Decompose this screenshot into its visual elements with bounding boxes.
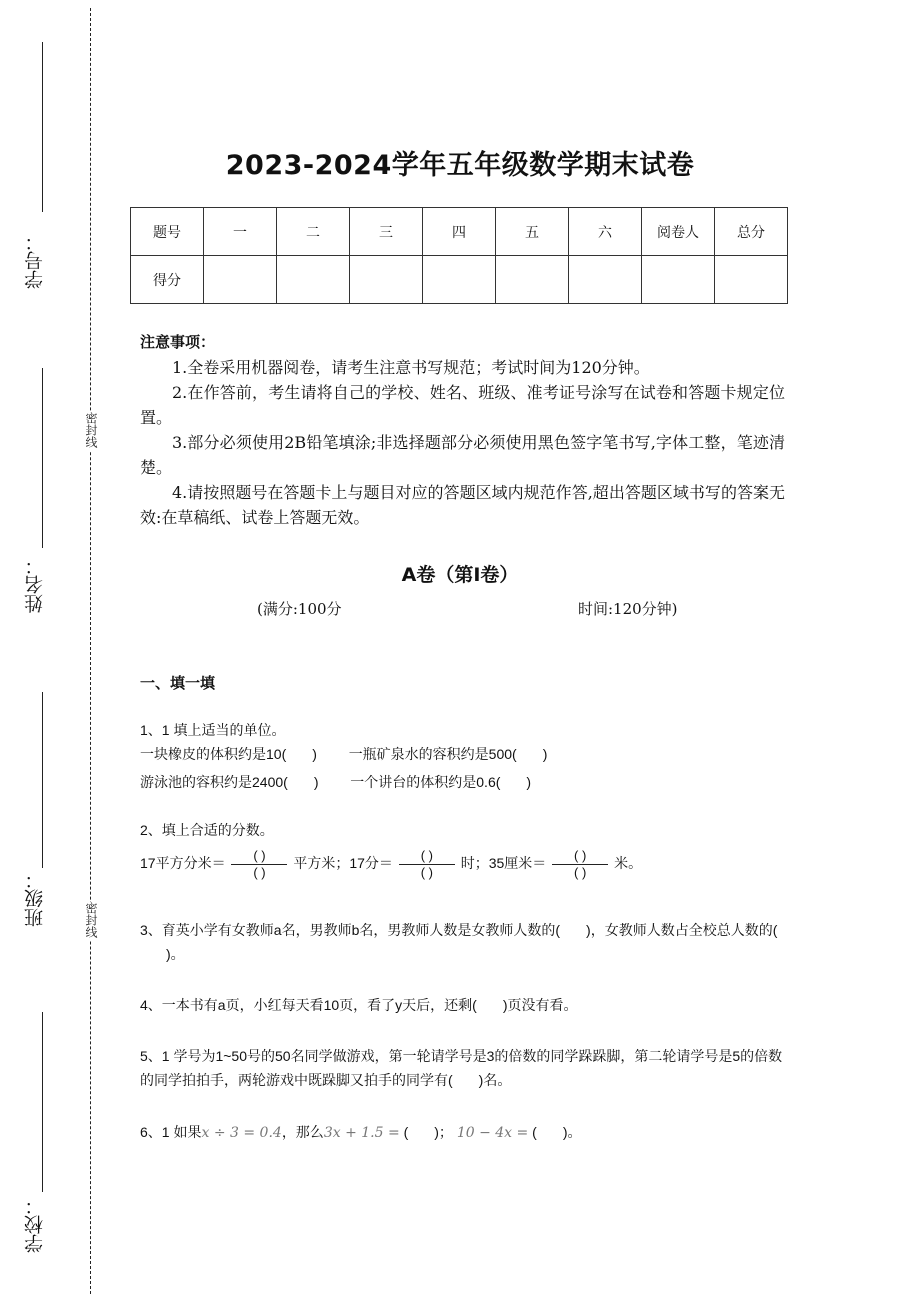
table-cell: 总分	[715, 208, 788, 256]
table-cell: 题号	[131, 208, 204, 256]
note-item: 2.在作答前，考生请将自己的学校、姓名、班级、准考证号涂写在试卷和答题卡规定位置。	[140, 383, 785, 427]
table-cell: 六	[569, 208, 642, 256]
note-item: 1.全卷采用机器阅卷，请考生注意书写规范；考试时间为120分钟。	[172, 358, 650, 377]
section-a-title: A卷（第Ⅰ卷）	[401, 564, 519, 586]
exam-title: 2023-2024学年五年级数学期末试卷	[225, 150, 695, 181]
class-label: 班级：	[25, 870, 46, 927]
note-item: 4.请按照题号在答题卡上与题目对应的答题区域内规范作答,超出答题区域书写的答案无效:在草稿纸、试卷上答题无效。	[140, 483, 785, 527]
table-cell: 阅卷人	[642, 208, 715, 256]
expression: 3x + 1.5 =	[323, 1125, 400, 1141]
fraction-blank[interactable]: $\frac{( )}{( )}$	[399, 848, 455, 881]
part-one-title: 一、填一填	[140, 674, 216, 692]
school-label: 学校：	[25, 1196, 46, 1253]
question-2	[140, 818, 790, 881]
fraction-blank[interactable]: $\frac{( )}{( )}$	[231, 848, 287, 881]
score-cell[interactable]	[204, 256, 277, 304]
time-text: 时间:120分钟)	[578, 600, 678, 618]
class-blank-line	[42, 692, 43, 868]
school-blank-line	[42, 1012, 43, 1192]
student-id-label: 学号：	[25, 232, 46, 289]
question-5: 5、1 学号为1~50号的50名同学做游戏，第一轮请学号是3的倍数的同学跺跺脚，第二轮请学号是5的倍数的同学拍拍手，两轮游戏中既跺脚又拍手的同学有( )名。	[140, 1048, 783, 1088]
score-cell[interactable]	[569, 256, 642, 304]
binding-dashed-line	[90, 8, 91, 1294]
score-cell[interactable]	[277, 256, 350, 304]
score-table-header-row	[131, 208, 788, 256]
name-label: 姓名：	[25, 556, 46, 613]
seal-line-text-upper: 密封线	[84, 412, 98, 451]
score-table-score-row	[131, 256, 788, 304]
student-id-blank-line	[42, 42, 43, 212]
score-cell[interactable]	[642, 256, 715, 304]
question-1	[140, 718, 790, 794]
table-cell: 一	[204, 208, 277, 256]
table-cell: 五	[496, 208, 569, 256]
equation: x ÷ 3 = 0.4	[201, 1125, 282, 1141]
name-blank-line	[42, 368, 43, 548]
question-1-line-1: 一块橡皮的体积约是10( ) 一瓶矿泉水的容积约是500( )	[140, 746, 548, 762]
table-cell: 二	[277, 208, 350, 256]
question-2-line: 17平方分米＝ $\frac{( )}{( )}$ 平方米；17分＝ $\frac{( )}{( )}$ 时；35厘米＝ $\frac{( )}{( )}$ 米。	[140, 848, 643, 880]
question-1-line-2: 游泳池的容积约是2400( ) 一个讲台的体积约是0.6( )	[140, 774, 532, 790]
score-cell[interactable]	[715, 256, 788, 304]
question-4: 4、一本书有a页，小红每天看10页，看了y天后，还剩( )页没有看。	[140, 997, 578, 1013]
question-6: 6、1 如果x ÷ 3 = 0.4，那么3x + 1.5 = ( )； 10 − 4x = ( )。	[140, 1124, 582, 1141]
full-score-text: (满分:100分	[257, 600, 342, 618]
score-cell[interactable]	[423, 256, 496, 304]
score-table	[130, 207, 788, 304]
expression: 10 − 4x =	[456, 1125, 529, 1141]
question-2-stem: 2、填上合适的分数。	[140, 822, 274, 838]
score-cell[interactable]	[350, 256, 423, 304]
table-cell: 得分	[131, 256, 204, 304]
score-cell[interactable]	[496, 256, 569, 304]
fraction-blank[interactable]: $\frac{( )}{( )}$	[552, 848, 608, 881]
question-3: 3、育英小学有女教师a名，男教师b名，男教师人数是女教师人数的( )，女教师人数占全校总人数的()。	[140, 922, 778, 962]
table-cell: 三	[350, 208, 423, 256]
notes-section	[140, 330, 785, 530]
note-item: 3.部分必须使用2B铅笔填涂;非选择题部分必须使用黑色签字笔书写,字体工整，笔迹清楚。	[140, 433, 785, 477]
table-cell: 四	[423, 208, 496, 256]
seal-line-text-lower: 密封线	[84, 902, 98, 941]
question-1-stem: 1、1 填上适当的单位。	[140, 722, 286, 738]
notes-heading: 注意事项：	[140, 333, 216, 351]
